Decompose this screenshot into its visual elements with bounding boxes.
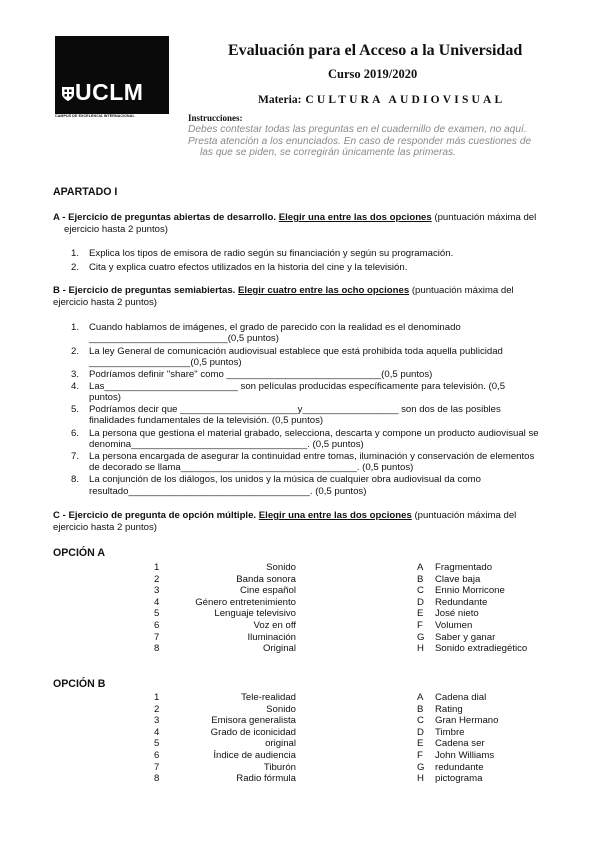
match-right-term: Redundante bbox=[435, 596, 488, 608]
match-left-term: Tele-realidad bbox=[241, 692, 296, 703]
match-left-term: Emisora generalista bbox=[211, 715, 296, 727]
match-row bbox=[0, 608, 600, 620]
match-left-term: Banda sonora bbox=[236, 573, 296, 585]
match-right-term: redundante bbox=[435, 761, 484, 773]
match-number: 7 bbox=[154, 761, 160, 773]
match-row bbox=[0, 738, 600, 750]
match-left-term: Original bbox=[262, 643, 296, 655]
section-b-line2: ejercicio hasta 2 puntos) bbox=[53, 297, 157, 308]
section-b-heading bbox=[53, 285, 514, 297]
match-letter: D bbox=[417, 596, 424, 608]
match-number: 5 bbox=[154, 608, 160, 620]
match-row bbox=[0, 620, 600, 632]
match-letter: B bbox=[417, 703, 424, 715]
match-row bbox=[0, 715, 600, 727]
list-item-cont: finalidades fundamentales de la televisión. (0,5 puntos) bbox=[89, 415, 324, 426]
section-c-choice: Elegir una entre las dos opciones bbox=[258, 510, 412, 521]
match-letter: E bbox=[417, 608, 424, 620]
match-number: 2 bbox=[154, 573, 160, 585]
list-item: Podríamos definir "share" como _____________________________(0,5 puntos) bbox=[89, 369, 433, 380]
match-left-term: Lenguaje televisivo bbox=[214, 608, 296, 620]
list-item: Cita y explica cuatro efectos utilizados en la historia del cine y la televisión. bbox=[89, 262, 408, 273]
list-item-cont: de decorado se llama_________________________________. (0,5 puntos) bbox=[89, 462, 414, 473]
list-item: Las_________________________ son películas producidas específicamente para televisión. (0,5 bbox=[89, 381, 506, 392]
shield-icon bbox=[61, 86, 75, 102]
list-item: Explica los tipos de emisora de radio según su financiación y según su programación. bbox=[89, 248, 454, 259]
match-left-term: Género entretenimiento bbox=[195, 596, 296, 608]
match-row bbox=[0, 773, 600, 785]
match-row bbox=[0, 574, 600, 586]
match-letter: A bbox=[417, 562, 424, 573]
match-letter: C bbox=[417, 715, 424, 727]
match-row bbox=[0, 692, 600, 704]
match-right-term: Cadena ser bbox=[435, 738, 485, 750]
match-left-term: Radio fórmula bbox=[236, 773, 296, 785]
list-item: La persona que gestiona el material grabado, selecciona, descarta y compone un producto audiovisual se bbox=[89, 428, 539, 439]
match-right-term: Saber y ganar bbox=[435, 631, 496, 643]
list-item: La persona encargada de asegurar la continuidad entre tomas, iluminación y conservación de elementos bbox=[89, 451, 535, 462]
subject-value: CULTURA AUDIOVISUAL bbox=[305, 94, 506, 106]
apartado-heading: APARTADO I bbox=[53, 186, 118, 198]
match-left-term: Cine español bbox=[239, 585, 296, 597]
list-item-cont: denomina_________________________________. (0,5 puntos) bbox=[89, 439, 364, 450]
section-c-tail: (puntuación máxima del bbox=[411, 510, 517, 521]
match-row bbox=[0, 762, 600, 774]
list-number: 7. bbox=[71, 451, 80, 462]
match-right-term: pictograma bbox=[435, 773, 483, 785]
match-right-term: José nieto bbox=[435, 608, 479, 620]
instructions-text bbox=[188, 124, 588, 159]
list-item-cont: resultado__________________________________. (0,5 puntos) bbox=[89, 486, 367, 497]
match-number: 6 bbox=[154, 620, 160, 631]
match-number: 6 bbox=[154, 750, 160, 761]
match-letter: F bbox=[417, 750, 423, 761]
list-item: La ley General de comunicación audiovisual establece que está prohibida toda aquella publicidad bbox=[89, 346, 503, 357]
match-right-term: Cadena dial bbox=[435, 692, 487, 703]
list-item-cont: puntos) bbox=[89, 392, 121, 403]
list-number: 3. bbox=[71, 369, 80, 380]
match-left-term: Iluminación bbox=[247, 631, 296, 643]
match-left-term: Sonido bbox=[266, 562, 296, 573]
instructions-line: Presta atención a los enunciados. En caso de responder más cuestiones de bbox=[188, 135, 532, 147]
match-number: 3 bbox=[154, 715, 160, 727]
list-number: 5. bbox=[71, 404, 80, 415]
match-right-term: John Williams bbox=[435, 750, 495, 761]
match-right-term: Timbre bbox=[435, 726, 465, 738]
match-row bbox=[0, 597, 600, 609]
list-item: La conjunción de los diálogos, los unidos y la música de cualquier obra audiovisual da como bbox=[89, 474, 481, 485]
match-row bbox=[0, 750, 600, 762]
match-left-term: Sonido bbox=[266, 703, 296, 715]
section-a-line2: ejercicio hasta 2 puntos) bbox=[64, 224, 168, 235]
match-right-term: Clave baja bbox=[435, 573, 481, 585]
section-a-lead: A - Ejercicio de preguntas abiertas de desarrollo. bbox=[53, 212, 277, 223]
instructions-line: las que se piden, se corregirán únicamente las primeras. bbox=[200, 147, 456, 158]
instructions-line: Debes contestar todas las preguntas en el cuadernillo de examen, no aquí. bbox=[188, 124, 527, 135]
list-item: Cuando hablamos de imágenes, el grado de parecido con la realidad es el denominado bbox=[89, 322, 461, 333]
match-number: 8 bbox=[154, 643, 160, 655]
section-b-lead: B - Ejercicio de preguntas semiabiertas. bbox=[53, 285, 236, 296]
section-b-tail: (puntuación máxima del bbox=[409, 285, 514, 296]
list-number: 1. bbox=[71, 248, 80, 259]
exam-subject bbox=[258, 94, 505, 106]
list-item-cont: ___________________(0,5 puntos) bbox=[89, 357, 242, 368]
logo-wordmark: UCLM bbox=[75, 79, 144, 105]
match-right-term: Ennio Morricone bbox=[435, 585, 505, 597]
section-c-heading bbox=[53, 510, 516, 522]
match-letter: A bbox=[417, 692, 424, 703]
match-number: 5 bbox=[154, 738, 160, 750]
match-right-term: Gran Hermano bbox=[435, 715, 499, 727]
match-left-term: Voz en off bbox=[253, 620, 296, 631]
match-row bbox=[0, 643, 600, 655]
match-number: 2 bbox=[154, 703, 160, 715]
logo-caption: CAMPUS DE EXCELENCIA INTERNACIONAL bbox=[55, 114, 135, 118]
match-letter: F bbox=[417, 620, 423, 631]
option-a-title: OPCIÓN A bbox=[53, 547, 105, 559]
match-letter: G bbox=[417, 631, 425, 643]
subject-label: Materia: bbox=[258, 94, 302, 106]
section-a-tail: (puntuación máxima del bbox=[431, 212, 537, 223]
option-b-title: OPCIÓN B bbox=[53, 678, 106, 690]
list-number: 8. bbox=[71, 474, 80, 485]
match-right-term: Volumen bbox=[435, 620, 473, 631]
match-row bbox=[0, 704, 600, 716]
match-letter: C bbox=[417, 585, 424, 597]
section-a-heading bbox=[53, 212, 536, 224]
match-letter: E bbox=[417, 738, 424, 750]
section-c-line2: ejercicio hasta 2 puntos) bbox=[53, 522, 157, 533]
match-number: 4 bbox=[154, 726, 160, 738]
match-row bbox=[0, 585, 600, 597]
match-right-term: Fragmentado bbox=[435, 562, 493, 573]
list-number: 6. bbox=[71, 428, 80, 439]
match-number: 1 bbox=[154, 692, 160, 703]
list-item: Podríamos decir que ______________________y__________________ son dos de las posibles bbox=[89, 404, 501, 415]
match-left-term: original bbox=[265, 738, 296, 750]
match-number: 8 bbox=[154, 773, 160, 785]
match-left-term: Índice de audiencia bbox=[213, 750, 296, 761]
list-number: 2. bbox=[71, 346, 80, 357]
list-number: 4. bbox=[71, 381, 80, 392]
exam-title: Evaluación para el Acceso a la Universidad bbox=[228, 42, 523, 59]
list-item-cont: __________________________(0,5 puntos) bbox=[89, 333, 279, 344]
match-letter: D bbox=[417, 726, 424, 738]
match-left-term: Grado de iconicidad bbox=[210, 726, 296, 738]
exam-course: Curso 2019/2020 bbox=[328, 67, 418, 81]
match-number: 7 bbox=[154, 631, 160, 643]
match-letter: H bbox=[417, 773, 424, 785]
instructions-label: Instrucciones: bbox=[188, 113, 243, 123]
match-row bbox=[0, 632, 600, 644]
section-b-choice: Elegir cuatro entre las ocho opciones bbox=[238, 285, 410, 296]
match-number: 1 bbox=[154, 562, 160, 573]
match-left-term: Tiburón bbox=[263, 761, 296, 773]
match-row bbox=[0, 727, 600, 739]
match-right-term: Sonido extradiegético bbox=[435, 643, 528, 655]
match-letter: H bbox=[417, 643, 424, 655]
match-letter: G bbox=[417, 761, 425, 773]
uclm-logo bbox=[55, 36, 169, 114]
match-row bbox=[0, 562, 600, 574]
list-number: 1. bbox=[71, 322, 80, 333]
section-c-lead: C - Ejercicio de pregunta de opción múltiple. bbox=[53, 510, 257, 521]
match-number: 4 bbox=[154, 596, 160, 608]
match-right-term: Rating bbox=[435, 703, 463, 715]
list-number: 2. bbox=[71, 262, 80, 273]
match-letter: B bbox=[417, 573, 424, 585]
section-a-choice: Elegir una entre las dos opciones bbox=[278, 212, 432, 223]
match-number: 3 bbox=[154, 585, 160, 597]
